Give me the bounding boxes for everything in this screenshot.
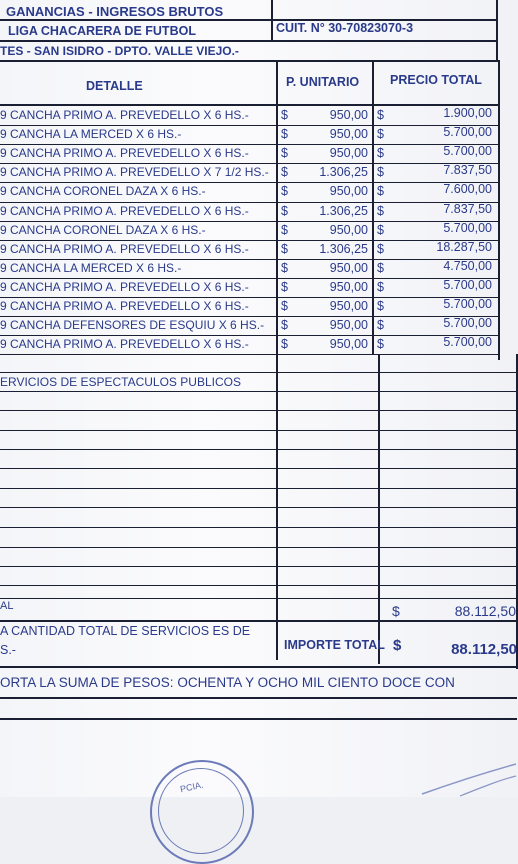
row-total-currency: $ <box>377 165 384 180</box>
row-total-price: 5.700,00 <box>443 335 492 350</box>
row-total-price: 4.750,00 <box>443 258 492 273</box>
row-unit-currency: $ <box>281 184 288 199</box>
row-total-price: 7.600,00 <box>443 182 492 197</box>
row-unit-currency: $ <box>281 108 288 122</box>
row-total-price: 5.700,00 <box>443 277 492 292</box>
stamp-text: PCIA. <box>179 779 205 795</box>
row-unit-currency: $ <box>281 299 288 313</box>
table-rule <box>0 430 517 431</box>
table-rule <box>516 354 518 669</box>
subtotal-label: AL <box>0 600 14 612</box>
row-total-currency: $ <box>377 241 384 256</box>
row-detail: 9 CANCHA PRIMO A. PREVEDELLO X 6 HS.- <box>0 108 249 122</box>
column-header-detalle: DETALLE <box>86 79 143 93</box>
row-unit-currency: $ <box>281 318 288 333</box>
rule <box>0 19 498 21</box>
row-unit-currency: $ <box>281 279 288 294</box>
row-total-currency: $ <box>377 184 384 199</box>
row-unit-currency: $ <box>281 337 288 352</box>
rule <box>271 0 273 41</box>
row-unit-price: 950,00 <box>329 260 368 275</box>
row-unit-price: 950,00 <box>329 337 368 352</box>
importe-total-currency: $ <box>393 637 402 654</box>
table-rule <box>0 449 517 450</box>
row-detail: 9 CANCHA CORONEL DAZA X 6 HS.- <box>0 222 206 237</box>
table-rule <box>0 410 517 411</box>
row-unit-currency: $ <box>281 203 288 218</box>
column-header-total-price: PRECIO TOTAL <box>390 73 482 87</box>
header-line-address: TES - SAN ISIDRO - DPTO. VALLE VIEJO.- <box>0 44 239 58</box>
subtotal-currency: $ <box>392 603 400 619</box>
row-unit-price: 1.306,25 <box>319 203 368 218</box>
row-unit-price: 950,00 <box>329 108 368 122</box>
row-total-currency: $ <box>377 222 384 237</box>
row-total-price: 1.900,00 <box>443 106 492 120</box>
rule <box>0 60 500 62</box>
row-total-currency: $ <box>377 299 384 313</box>
table-rule <box>0 488 517 489</box>
table-rule <box>0 372 517 373</box>
row-total-currency: $ <box>377 203 384 218</box>
row-unit-price: 950,00 <box>329 299 368 313</box>
table-rule <box>378 354 380 664</box>
row-unit-currency: $ <box>281 241 288 256</box>
row-unit-currency: $ <box>281 222 288 237</box>
row-unit-currency: $ <box>281 127 288 142</box>
column-header-unit-price: P. UNITARIO <box>286 75 360 89</box>
row-unit-price: 950,00 <box>329 279 368 294</box>
row-total-price: 5.700,00 <box>443 144 492 159</box>
cantidad-line-1: A CANTIDAD TOTAL DE SERVICIOS ES DE <box>0 624 251 638</box>
row-total-currency: $ <box>377 337 384 352</box>
row-unit-price: 950,00 <box>329 146 368 161</box>
table-rule <box>0 697 517 699</box>
table-rule <box>0 620 517 622</box>
suma-en-letras: ORTA LA SUMA DE PESOS: OCHENTA Y OCHO MIL CIENTO DOCE CON <box>0 675 455 690</box>
row-total-currency: $ <box>377 260 384 275</box>
row-total-price: 5.700,00 <box>443 220 492 235</box>
row-unit-currency: $ <box>281 165 288 180</box>
row-total-currency: $ <box>377 318 384 333</box>
row-total-currency: $ <box>377 127 384 142</box>
table-rule <box>0 585 517 586</box>
rule <box>496 0 498 62</box>
row-detail: 9 CANCHA CORONEL DAZA X 6 HS.- <box>0 184 206 199</box>
signature-stroke <box>420 760 518 797</box>
row-total-price: 7.837,50 <box>443 201 492 216</box>
row-unit-price: 1.306,25 <box>319 241 368 256</box>
table-rule <box>0 507 517 508</box>
table-rule <box>276 62 278 660</box>
table-rule <box>0 354 500 355</box>
table-rule <box>0 468 517 469</box>
row-detail: 9 CANCHA PRIMO A. PREVEDELLO X 6 HS.- <box>0 299 249 313</box>
row-unit-price: 1.306,25 <box>319 165 368 180</box>
row-unit-price: 950,00 <box>329 222 368 237</box>
table-rule <box>0 547 517 548</box>
row-total-price: 5.700,00 <box>443 297 492 311</box>
importe-total-label: IMPORTE TOTAL <box>284 638 385 652</box>
table-rule <box>0 527 517 528</box>
row-total-price: 5.700,00 <box>443 125 492 140</box>
row-total-currency: $ <box>377 279 384 294</box>
row-detail: 9 CANCHA PRIMO A. PREVEDELLO X 6 HS.- <box>0 146 249 161</box>
row-detail: 9 CANCHA DEFENSORES DE ESQUIU X 6 HS.- <box>0 318 265 333</box>
row-detail: 9 CANCHA PRIMO A. PREVEDELLO X 6 HS.- <box>0 241 249 256</box>
table-rule <box>0 718 517 720</box>
row-total-price: 18.287,50 <box>436 239 492 254</box>
row-total-currency: $ <box>377 108 384 122</box>
row-total-currency: $ <box>377 146 384 161</box>
table-rule <box>0 566 517 567</box>
table-rule <box>0 598 517 599</box>
table-rule <box>0 666 517 668</box>
row-detail: 9 CANCHA PRIMO A. PREVEDELLO X 6 HS.- <box>0 279 249 294</box>
importe-total-value: 88.112,50 <box>451 641 517 658</box>
row-unit-currency: $ <box>281 146 288 161</box>
row-unit-price: 950,00 <box>329 127 368 142</box>
row-unit-price: 950,00 <box>329 318 368 333</box>
header-line-ganancias: GANANCIAS - INGRESOS BRUTOS <box>6 4 224 19</box>
rule <box>0 40 498 42</box>
row-unit-currency: $ <box>281 260 288 275</box>
row-unit-price: 950,00 <box>329 184 368 199</box>
row-detail: 9 CANCHA PRIMO A. PREVEDELLO X 7 1/2 HS.- <box>0 165 269 180</box>
subtotal-value: 88.112,50 <box>454 603 516 619</box>
row-total-price: 5.700,00 <box>443 316 492 331</box>
table-rule <box>0 391 517 392</box>
row-total-price: 7.837,50 <box>443 163 492 178</box>
row-detail: 9 CANCHA PRIMO A. PREVEDELLO X 6 HS.- <box>0 337 249 352</box>
row-detail: 9 CANCHA LA MERCED X 6 HS.- <box>0 127 182 142</box>
services-note: ERVICIOS DE ESPECTACULOS PUBLICOS <box>0 375 241 389</box>
cantidad-line-2: S.- <box>0 643 16 657</box>
row-detail: 9 CANCHA PRIMO A. PREVEDELLO X 6 HS.- <box>0 203 249 218</box>
header-line-liga: LIGA CHACARERA DE FUTBOL <box>8 24 196 38</box>
row-detail: 9 CANCHA LA MERCED X 6 HS.- <box>0 260 182 275</box>
cuit-number: CUIT. N° 30-70823070-3 <box>276 21 414 35</box>
